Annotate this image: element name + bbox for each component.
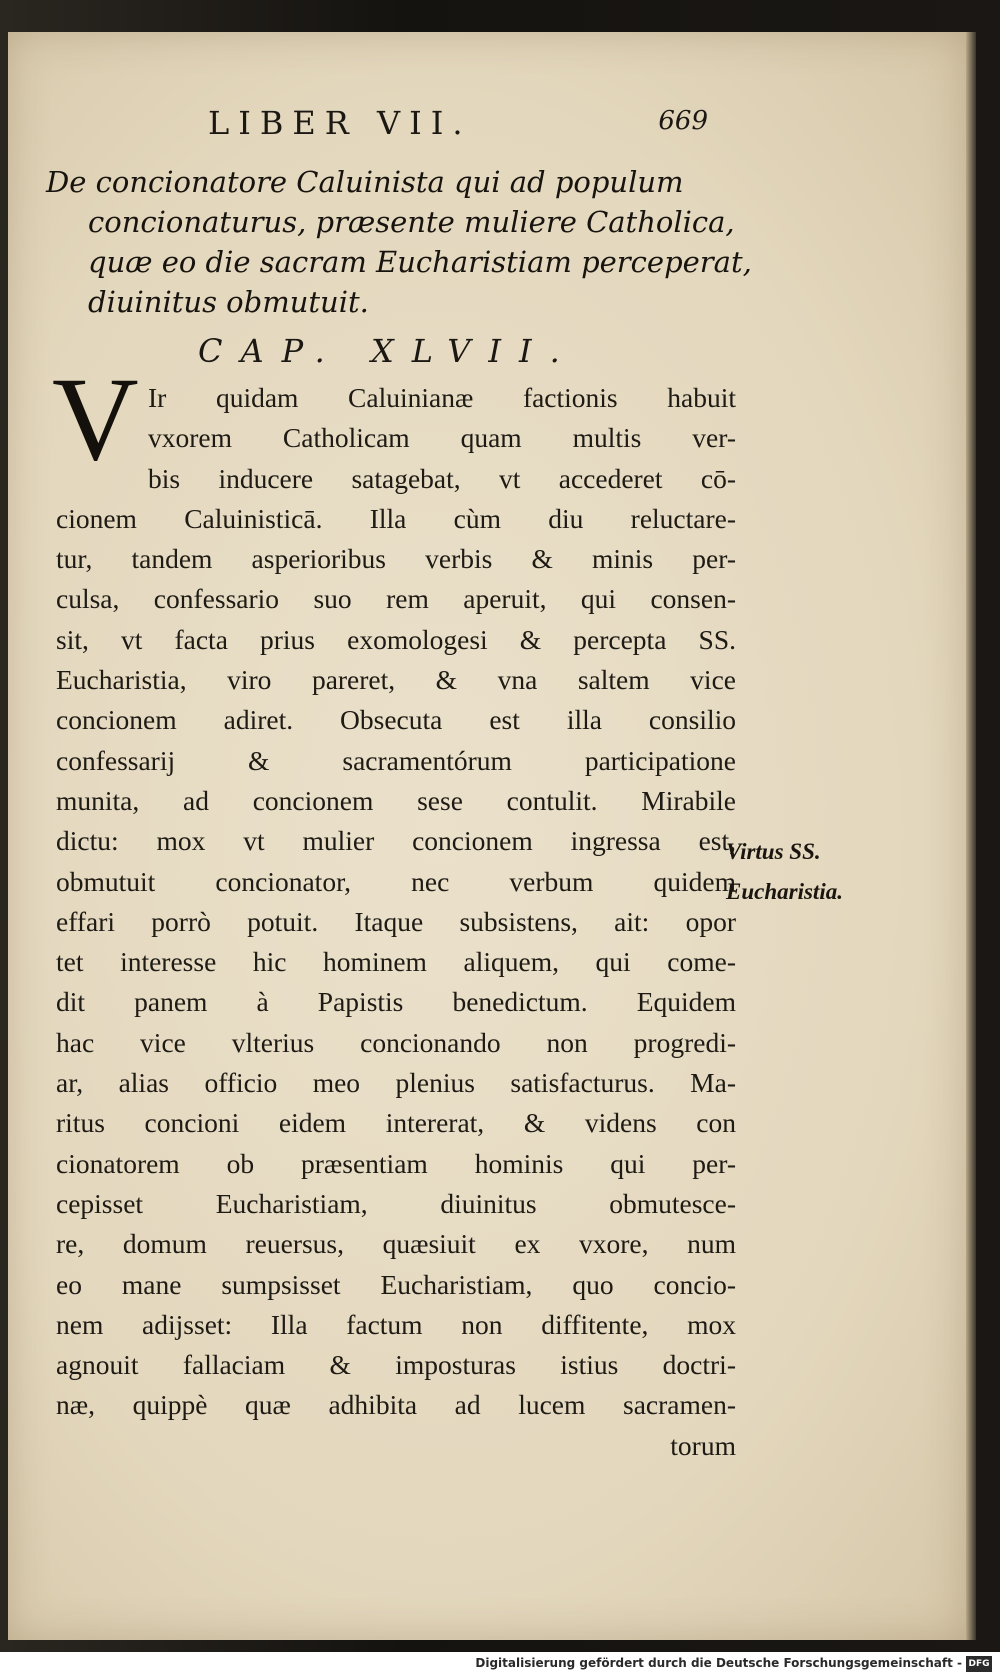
marginal-note-line: Virtus SS.: [726, 839, 821, 864]
text-line: eo mane sumpsisset Eucharistiam, quo concio-: [56, 1268, 736, 1300]
text-line: Ir quidam Caluinianæ factionis habuit: [148, 382, 736, 413]
digitization-credit: Digitalisierung gefördert durch die Deutsche Forschungsgemeinschaft -: [475, 1656, 962, 1670]
text-line: sit, vt facta prius exomologesi & percepta SS.: [56, 623, 736, 655]
heading-line: quæ eo die sacram Eucharistiam perceperat,: [88, 245, 752, 279]
page-edge: [966, 32, 976, 1640]
text-line: ritus concioni eidem intererat, & videns con: [56, 1107, 736, 1139]
heading-line: concionaturus, præsente muliere Catholica,: [88, 205, 735, 239]
text-line: re, domum reuersus, quæsiuit ex vxore, num: [56, 1228, 736, 1260]
text-line: næ, quippè quæ adhibita ad lucem sacramen-: [56, 1389, 736, 1421]
text-line: hac vice vlterius concionando non progredi-: [56, 1026, 736, 1058]
marginal-note: [726, 832, 843, 912]
marginal-note-line: Eucharistia.: [726, 879, 843, 904]
text-line: nem adijsset: Illa factum non diffitente, mox: [56, 1308, 736, 1340]
chapter-heading: [46, 162, 766, 322]
text-line: culsa, confessario suo rem aperuit, qui consen-: [56, 583, 736, 615]
book-page: [8, 32, 966, 1640]
text-line: cionem Caluinisticā. Illa cùm diu reluctare-: [56, 502, 736, 534]
text-line: dictu: mox vt mulier concionem ingressa est,: [56, 825, 736, 857]
text-line: dit panem à Papistis benedictum. Equidem: [56, 986, 736, 1018]
page-number: 669: [658, 106, 708, 136]
text-line: cepisset Eucharistiam, diuinitus obmutesce-: [56, 1187, 736, 1219]
running-head-title: LIBER VII.: [208, 104, 472, 142]
text-line: bis inducere satagebat, vt accederet cō-: [148, 462, 736, 494]
running-head: [208, 104, 708, 154]
text-line: ar, alias officio meo plenius satisfacturus. Ma-: [56, 1067, 736, 1099]
drop-cap-initial: V: [52, 352, 139, 485]
text-line: Eucharistia, viro pareret, & vna saltem vice: [56, 664, 736, 696]
heading-line: De concionatore Caluinista qui ad populum: [46, 165, 684, 199]
text-line: confessarij & sacramentórum participatione: [56, 744, 736, 776]
text-line: vxorem Catholicam quam multis ver-: [148, 422, 736, 454]
text-line: cionatorem ob præsentiam hominis qui per-: [56, 1147, 736, 1179]
text-line: effari porrò potuit. Itaque subsistens, ait: opor: [56, 905, 736, 937]
body-text: [56, 378, 736, 1466]
heading-line: diuinitus obmutuit.: [88, 285, 369, 319]
chapter-number: CAP. XLVII.: [198, 332, 578, 370]
catchword: torum: [670, 1429, 736, 1461]
text-line: tur, tandem asperioribus verbis & minis per-: [56, 543, 736, 575]
text-line: obmutuit concionator, nec verbum quidem: [56, 865, 736, 897]
dfg-logo-icon: DFG: [966, 1656, 992, 1672]
footer-bar: [0, 1652, 1000, 1677]
text-line: munita, ad concionem sese contulit. Mirabile: [56, 784, 736, 816]
text-line: tet interesse hic hominem aliquem, qui come-: [56, 946, 736, 978]
text-line: concionem adiret. Obsecuta est illa consilio: [56, 704, 736, 736]
text-line: agnouit fallaciam & imposturas istius doctri-: [56, 1349, 736, 1381]
